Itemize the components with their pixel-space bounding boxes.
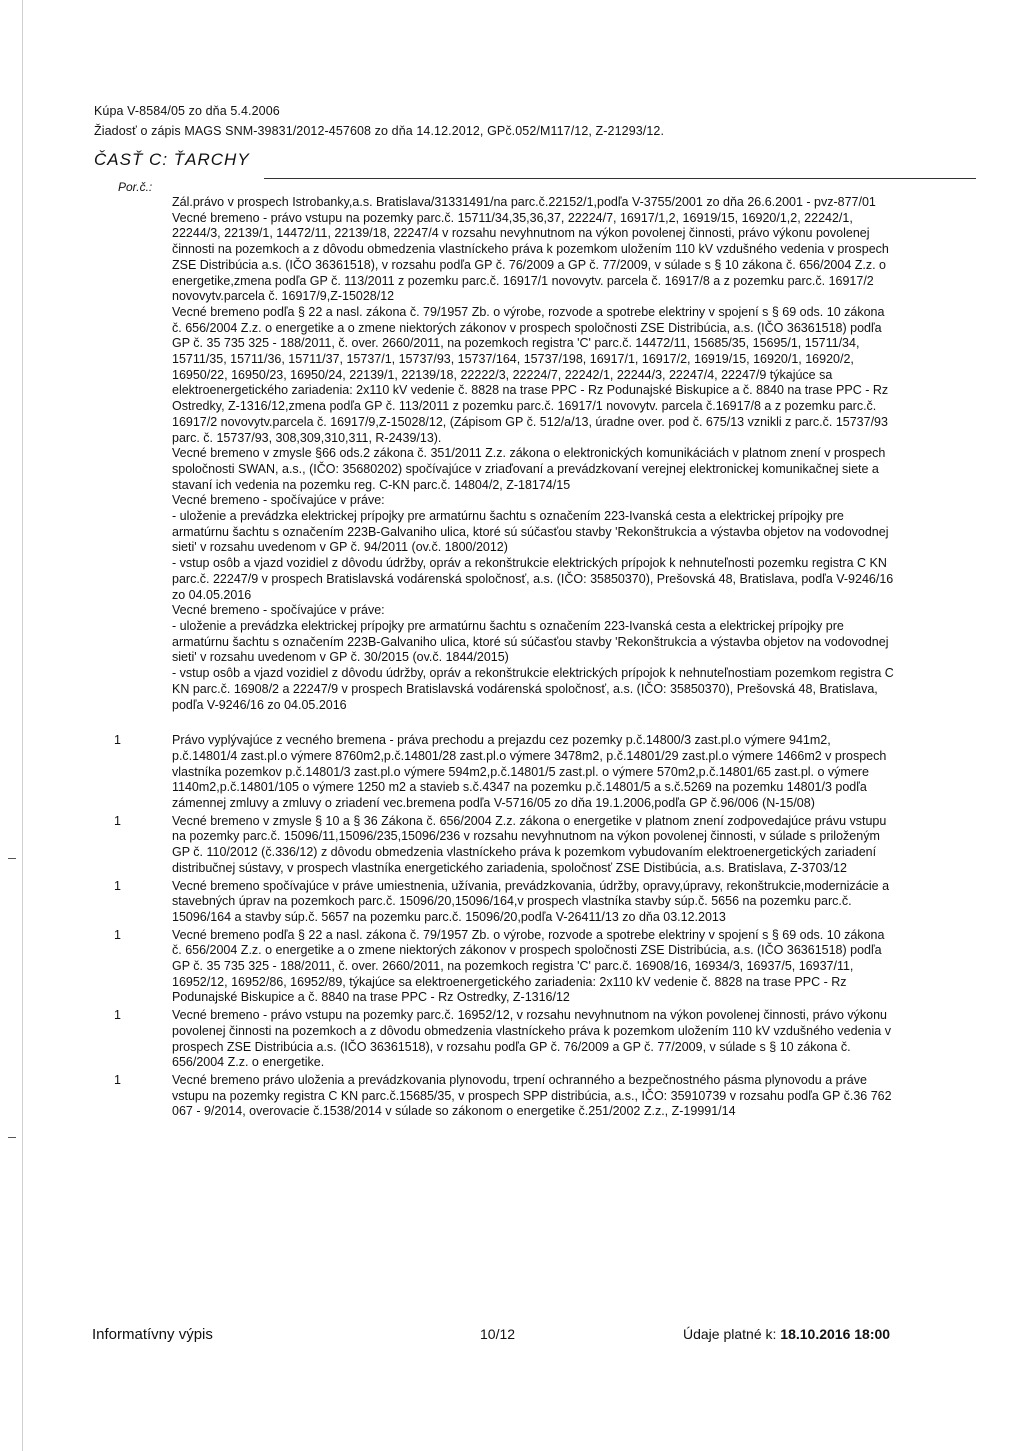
- list-item: [172, 446, 894, 493]
- entry-text: Vecné bremeno podľa § 22 a nasl. zákona č. 79/1957 Zb. o výrobe, rozvode a spotrebe elektriny v spojení s § 69 ods. 10 zákona č. 656/2004 Z.z. o energetike a o zmene niektorých zákonov v prospech spoločnosti ZSE Distribúcia, a.s. (IČO 36361518) podľa GP č. 35 735 325 - 188/2011, č. over. 2660/2011, na pozemkoch registra 'C' parc.č. 14472/11, 15685/35, 15695/1, 15711/34, 15711/35, 15711/36, 15711/37, 15737/1, 15737/93, 15737/164, 15737/198, 16917/1, 16917/2, 16919/15, 16920/1, 16920/2, 16950/22, 16950/23, 16950/24, 22139/1, 22139/18, 22222/3, 22224/7, 22242/1, 22244/3, 22247/4, 22247/9 týkajúce sa elektroenergetického zariadenia: 2x110 kV vedenie č. 8828 na trase PPC - Rz Podunajské Biskupice a č. 8840 na trase PPC - Rz Ostredky, Z-1316/12,zmena podľa GP č. 113/2011 z pozemku parc.č. 16917/1 novovytv. parcela č.16917/8 a z pozemku parc.č. 16917/2 novovytv.parcela č. 16917/9,Z-15028/12, (Zápisom GP č. 512/a/13, úradne over. pod č. 675/13 vznikli z parc.č. 15737/93 parc. č. 15737/93, 308,309,310,311, R-2439/13).: [172, 304, 889, 445]
- entry-text: Právo vyplývajúce z vecného bremena - práva prechodu a prejazdu cez pozemky p.č.14800/3 zast.pl.o výmere 941m2, p.č.14801/4 zast.pl.o výmere 8760m2,p.č.14801/28 zast.pl.o výmere 3478m2, p.č.14801/29 zast.pl.o výmere 1466m2 v prospech vlastníka pozemkov p.č.14801/3 zast.pl.o výmere 594m2,p.č.14801/5 zast.pl. o výmere 570m2,p.č.14801/65 zast.pl. o výmere 1140m2,p.č.14801/105 o výmere 1250 m2 a stavieb s.č.4347 na pozemku p.č.14801/5 a s.č.5269 na pozemku 14801/3 podľa zámennej zmluvy a zmluvy o zriadení vec.bremena podľa V-5716/05 zo dňa 19.1.2006,podľa GP č.96/006 (N-15/08): [172, 733, 887, 811]
- margin-tick: [8, 858, 16, 859]
- entry-text: Vecné bremeno v zmysle § 10 a § 36 Zákona č. 656/2004 Z.z. zákona o energetike v platnom znení zodpovedajúce právu vstupu na pozemky parc.č. 15096/11,15096/235,15096/236 v rozsahu nevyhnutnom na výkon povolenej činnosti, v súlade s priloženým GP č. 110/2012 (č.336/12) z dôvodu obmedzenia vlastníckeho práva k pozemkom vybudovaním elektroenergetických zariadení distribučnej sústavy, v prospech vlastníka energetického zariadenia, spoločnosť ZSE Distibúcia, a.s. Bratislava, Z-3703/12: [172, 813, 887, 875]
- entry-text: Vecné bremeno právo uloženia a prevádzkovania plynovodu, trpení ochranného a bezpečnostného pásma plynovodu a práve vstupu na pozemky registra C KN parc.č.15685/35, v prospech SPP distribúcia, a.s., IČO: 35910739 v rozsahu podľa GP č.36 762 067 - 9/2014, overovacie č.1538/2014 v súlade so zákonom o energetike č.251/2002 Z.z., Z-19991/14: [172, 1072, 892, 1119]
- entry-text: Vecné bremeno - spočívajúce v práve: - uloženie a prevádzka elektrickej prípojky pre armatúrnu šachtu s označením 223-Ivanská cesta a elektrickej prípojky pre armatúrnu šachtu s označením 223B-Galvaniho ulica, ktoré sú súčasťou stavby 'Rekonštrukcia a výstavba objetov na vodovodnej sieti' v rozsahu uvedenom v GP č. 30/2015 (ov.č. 1844/2015) - vstup osôb a vjazd vozidiel z dôvodu údržby, opráv a rekonštrukcie elektrických prípojok k nehnuteľnostiam pozemkom registra C KN parc.č. 16908/2 a 22247/9 v prospech Bratislavská vodárenská spoločnosť, a.s. (IČO: 35850370), Prešovská 48, Bratislava, podľa V-9246/16 zo 04.05.2016: [172, 603, 894, 712]
- scan-margin-line: [22, 0, 23, 1451]
- encumbrance-list: [114, 195, 894, 1120]
- list-item: [172, 493, 894, 603]
- entry-text: Vecné bremeno podľa § 22 a nasl. zákona č. 79/1957 Zb. o výrobe, rozvode a spotrebe elektriny v spojení s § 69 ods. 10 zákona č. 656/2004 Z.z. o energetike a o zmene niektorých zákonov v prospech spoločnosti ZSE Distribúcia, a.s. (IČO 36361518) podľa GP č. 35 735 325 - 188/2011, č. over. 2660/2011, na pozemkoch registra 'C' parc.č. 16908/16, 16934/3, 16937/5, 16937/11, 16952/12, 16952/86, 16952/89, týkajúce sa elektroenergetického zariadenia: 2x110 kV vedenie č. 8828 na trase PPC - Rz Podunajské Biskupice a č. 8840 na trase PPC - Rz Ostredky, Z-1316/12: [172, 927, 885, 1005]
- numbered-entry: [114, 733, 894, 812]
- footer-page-number: 10/12: [480, 1326, 516, 1342]
- entry-text: Zál.právo v prospech Istrobanky,a.s. Bratislava/31331491/na parc.č.22152/1,podľa V-3755/2001 zo dňa 26.6.2001 - pvz-877/01: [172, 195, 876, 209]
- list-item: [172, 305, 894, 446]
- entry-text: Vecné bremeno - právo vstupu na pozemky parc.č. 16952/12, v rozsahu nevyhnutnom na výkon povolenej činnosti, právo výkonu povolenej činnosti na pozemkoch a z dôvodu obmedzenia vlastníckeho práva k pozemkom uložením 110 kV vzdušného vedenia v prospech ZSE Distribúcia a.s. (IČO 36361518), v rozsahu podľa GP č. 76/2009 a GP č. 77/2009, v súlade s § 10 zákona č. 656/2004 Z.z. o energetike.: [172, 1008, 891, 1070]
- entry-number: 1: [114, 878, 121, 893]
- numbered-entry: [114, 813, 894, 877]
- entry-number: 1: [114, 1072, 121, 1087]
- header-line-1: Kúpa V-8584/05 zo dňa 5.4.2006: [94, 104, 280, 118]
- order-number-label: Por.č.:: [118, 180, 153, 194]
- entry-number: 1: [114, 927, 121, 942]
- numbered-entry: [114, 1008, 894, 1071]
- footer-validity: [683, 1326, 890, 1342]
- entry-number: 1: [114, 1008, 121, 1023]
- entry-text: Vecné bremeno - spočívajúce v práve: - uloženie a prevádzka elektrickej prípojky pre armatúrnu šachtu s označením 223-Ivanská cesta a elektrickej prípojky pre armatúrnu šachtu s označením 223B-Galvaniho ulica, ktoré sú súčasťou stavby 'Rekonštrukcia a výstavba objetov na vodovodnej sieti' v rozsahu uvedenom v GP č. 94/2011 (ov.č. 1800/2012) - vstup osôb a vjazd vozidiel z dôvodu údržby, opráv a rekonštrukcie elektrických prípojok k nehnuteľnosti pozemku registra C KN parc.č. 22247/9 v prospech Bratislavská vodárenská spoločnosť, a.s. (IČO: 35850370), Prešovská 48, Bratislava, podľa V-9246/16 zo 04.05.2016: [172, 493, 894, 602]
- spacer: [172, 713, 894, 731]
- entry-text: Vecné bremeno - právo vstupu na pozemky parc.č. 15711/34,35,36,37, 22224/7, 16917/1,2, 16919/15, 16920/1,2, 22242/1, 22244/3, 22139/1, 14472/11, 22139/18, 22247/4 v rozsahu nevyhnutnom na výkon povolenej činnosti, právo výkonu povolenej činnosti na pozemkoch a z dôvodu obmedzenia vlastníckeho práva k pozemkom uložením 110 kV vzdušného vedenia v prospech ZSE Distribúcia a.s. (IČO 36361518), v rozsahu podľa GP č. 76/2009 a GP č. 77/2009, v súlade s § 10 zákona č. 656/2004 Z.z. o energetike,zmena podľa GP č. 113/2011 z pozemku parc.č. 16917/1 novovytv. parcela č. 16917/8 a z pozemku parc.č. 16917/2 novovytv.parcela č. 16917/9,Z-15028/12: [172, 210, 889, 304]
- section-divider: [264, 178, 976, 179]
- section-title: ČASŤ C: ŤARCHY: [94, 150, 250, 169]
- entry-text: Vecné bremeno v zmysle §66 ods.2 zákona č. 351/2011 Z.z. zákona o elektronických komunikáciách v platnom znení v prospech spoločnosti SWAN, a.s., (IČO: 35680202) spočívajúce v zriaďovaní a prevádzkovaní verejnej elektronickej komunikačnej siete a stavaní ich vedenia na pozemku reg. C-KN parc.č. 14804/2, Z-18174/15: [172, 446, 886, 492]
- list-item: [172, 195, 894, 211]
- numbered-entry: [114, 878, 894, 926]
- margin-tick: [8, 1137, 16, 1138]
- validity-date: 18.10.2016 18:00: [780, 1326, 891, 1342]
- entry-number: 1: [114, 813, 121, 828]
- entry-text: Vecné bremeno spočívajúce v práve umiestnenia, užívania, prevádzkovania, údržby, opravy,úpravy, rekonštrukcie,modernizácie a stavebných úprav na pozemkoch parc.č. 15096/20,15096/164,v prospech vlastníka stavby súp.č. 5656 na pozemku parc.č. 15096/164 a stavby súp.č. 5657 na pozemku parc.č. 15096/20,podľa V-26411/13 zo dňa 03.12.2013: [172, 878, 890, 924]
- validity-label: Údaje platné k:: [683, 1326, 777, 1342]
- list-item: [172, 211, 894, 305]
- numbered-entry: [114, 927, 894, 1007]
- list-item: [172, 603, 894, 713]
- entry-number: 1: [114, 733, 121, 748]
- footer-document-type: Informatívny výpis: [92, 1326, 213, 1343]
- numbered-entry: [114, 1072, 894, 1120]
- header-line-2: Žiadosť o zápis MAGS SNM-39831/2012-457608 zo dňa 14.12.2012, GPč.052/M117/12, Z-21293/12.: [94, 124, 665, 138]
